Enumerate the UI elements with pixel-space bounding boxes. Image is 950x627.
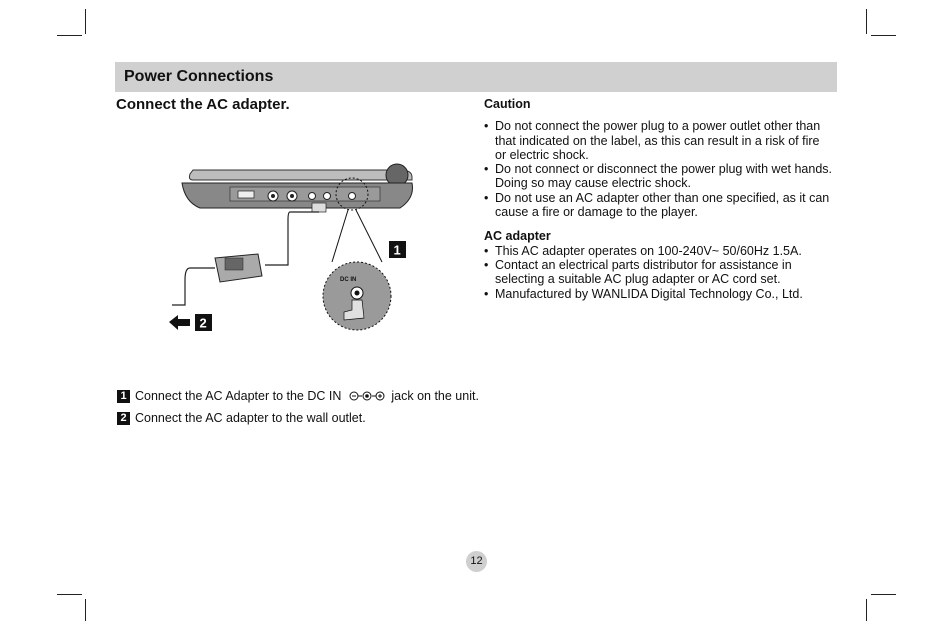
list-item: • Manufactured by WANLIDA Digital Technology Co., Ltd.: [484, 287, 834, 301]
step-text-suffix: jack on the unit.: [391, 389, 479, 403]
dc-plug: [312, 203, 326, 212]
ac-adapter-list: [484, 244, 834, 301]
caution-section: [484, 97, 834, 301]
list-item: • Do not connect the power plug to a power outlet other than that indicated on the label, as this can result in a risk of fire or electric shock.: [484, 119, 834, 162]
page-number: 12: [466, 551, 487, 572]
wall-outlet-arrow-icon: [169, 315, 190, 330]
port: [324, 193, 331, 200]
ac-adapter-connection-illustration: [160, 150, 430, 350]
section-header: [115, 62, 837, 92]
dc-in-closeup-pin: [355, 291, 360, 296]
dc-in-closeup-label: DC IN: [340, 277, 357, 283]
crop-mark: [866, 9, 867, 34]
caution-title: Caution: [484, 97, 531, 111]
crop-mark: [871, 35, 896, 36]
crop-mark: [866, 599, 867, 621]
dvd-player-lid: [189, 170, 412, 180]
zoom-line: [332, 210, 348, 262]
ac-cord: [172, 268, 215, 305]
crop-mark: [85, 599, 86, 621]
step-1: [117, 385, 479, 407]
dc-cable: [265, 212, 319, 265]
list-item: • Do not connect or disconnect the power plug with wet hands. Doing so may cause electric shock.: [484, 162, 834, 191]
step-number: 1: [117, 390, 130, 403]
av-jack-1-center: [271, 194, 275, 198]
step-text: Connect the AC adapter to the wall outlet.: [135, 411, 366, 425]
callout-1-text: 1: [393, 242, 401, 258]
crop-mark: [57, 35, 82, 36]
crop-mark: [85, 9, 86, 34]
crop-mark: [57, 594, 82, 595]
dc-polarity-icon: [349, 390, 385, 402]
section-title: Power Connections: [124, 68, 274, 85]
zoom-line: [356, 210, 382, 262]
list-item: • Do not use an AC adapter other than one specified, as it can cause a fire or damage to the player.: [484, 191, 834, 220]
av-jack-2-center: [290, 194, 294, 198]
port: [309, 193, 316, 200]
step-number: 2: [117, 412, 130, 425]
volume-wheel: [238, 191, 254, 198]
callout-2-text: 2: [199, 315, 207, 331]
ac-adapter-label: [225, 258, 243, 270]
step-2: [117, 407, 479, 429]
steps-list: [117, 385, 479, 429]
list-item: • Contact an electrical parts distributor for assistance in selecting a suitable AC plug adapter or AC cord set.: [484, 258, 834, 287]
step-text: Connect the AC Adapter to the DC IN: [135, 389, 342, 403]
dc-in-port: [349, 193, 356, 200]
page-subtitle: Connect the AC adapter.: [116, 96, 290, 113]
caution-list: [484, 119, 834, 219]
list-item: • This AC adapter operates on 100-240V~ 50/60Hz 1.5A.: [484, 244, 834, 258]
crop-mark: [871, 594, 896, 595]
ac-adapter-title: AC adapter: [484, 229, 551, 244]
